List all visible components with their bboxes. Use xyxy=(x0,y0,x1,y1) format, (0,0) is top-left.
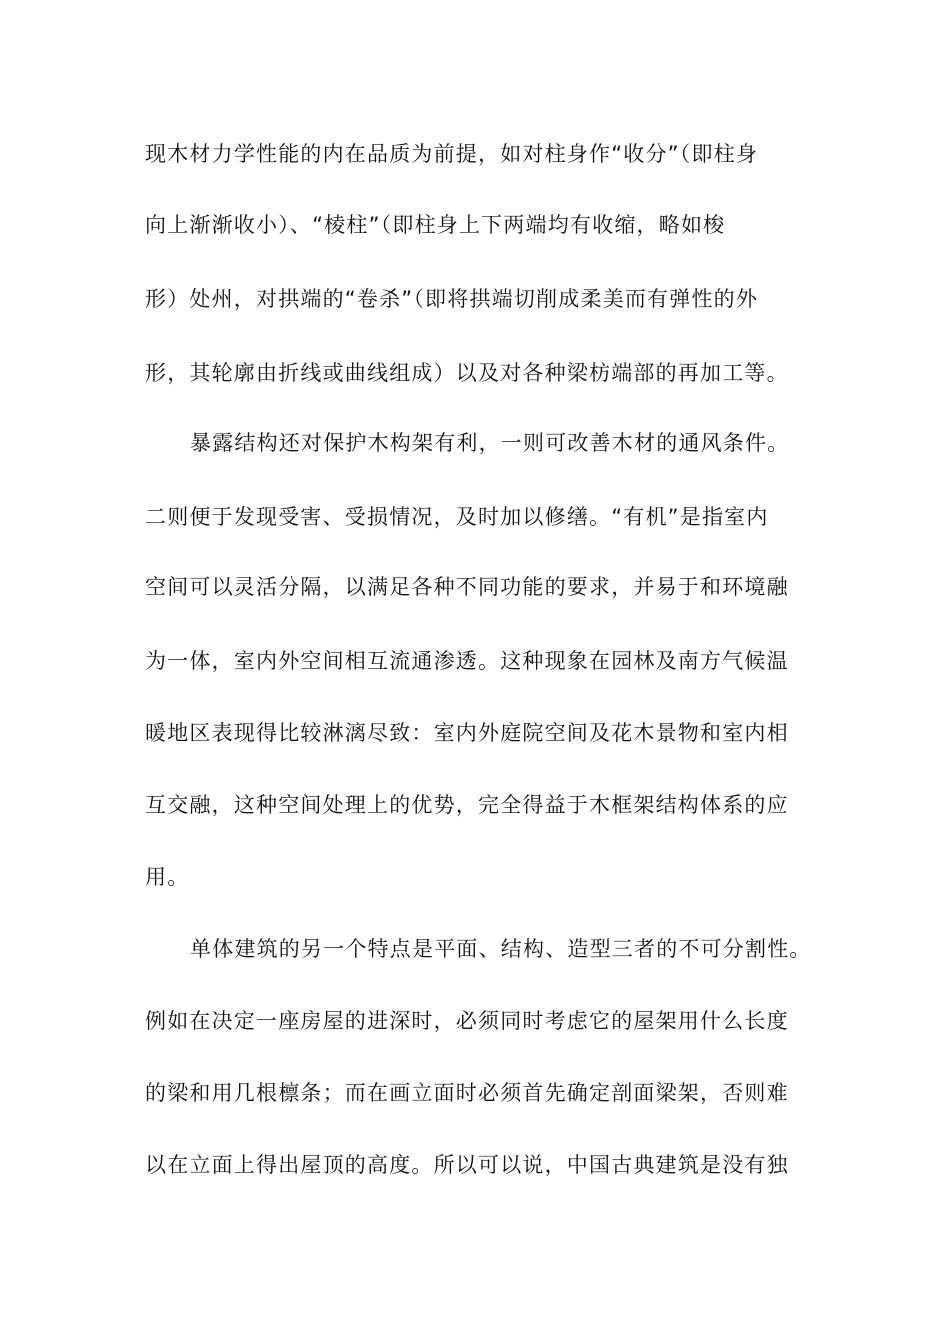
paragraph-first-line: 单体建筑的另一个特点是平面、结构、造型三者的不可分割性。 xyxy=(190,937,812,961)
text-line: 例如在决定一座房屋的进深时，必须同时考虑它的屋架用什么长度 xyxy=(145,1009,789,1033)
text-line: 形，其轮廓由折线或曲线组成）以及对各种梁枋端部的再加工等。 xyxy=(145,361,789,385)
text-line: 二则便于发现受害、受损情况，及时加以修缮。“有机”是指室内 xyxy=(145,505,769,529)
text-line: 互交融，这种空间处理上的优势，完全得益于木框架结构体系的应 xyxy=(145,793,789,817)
paragraph-first-line: 暴露结构还对保护木构架有利，一则可改善木材的通风条件。 xyxy=(190,431,790,455)
text-line: 现木材力学性能的内在品质为前提，如对柱身作“收分”（即柱身 xyxy=(145,142,759,166)
text-line: 向上渐渐收小）、“棱柱”（即柱身上下两端均有收缩，略如梭 xyxy=(145,213,726,237)
text-line: 为一体，室内外空间相互流通渗透。这种现象在园林及南方气候温 xyxy=(145,649,789,673)
text-line: 形）处州，对拱端的“卷杀”（即将拱端切削成柔美而有弹性的外 xyxy=(145,287,759,311)
text-line: 空间可以灵活分隔，以满足各种不同功能的要求，并易于和环境融 xyxy=(145,575,789,599)
text-line: 暖地区表现得比较淋漓尽致：室内外庭院空间及花木景物和室内相 xyxy=(145,721,789,745)
text-line: 用。 xyxy=(145,865,190,889)
text-line: 以在立面上得出屋顶的高度。所以可以说，中国古典建筑是没有独 xyxy=(145,1153,789,1177)
text-line: 的梁和用几根檩条；而在画立面时必须首先确定剖面梁架，否则难 xyxy=(145,1081,789,1105)
